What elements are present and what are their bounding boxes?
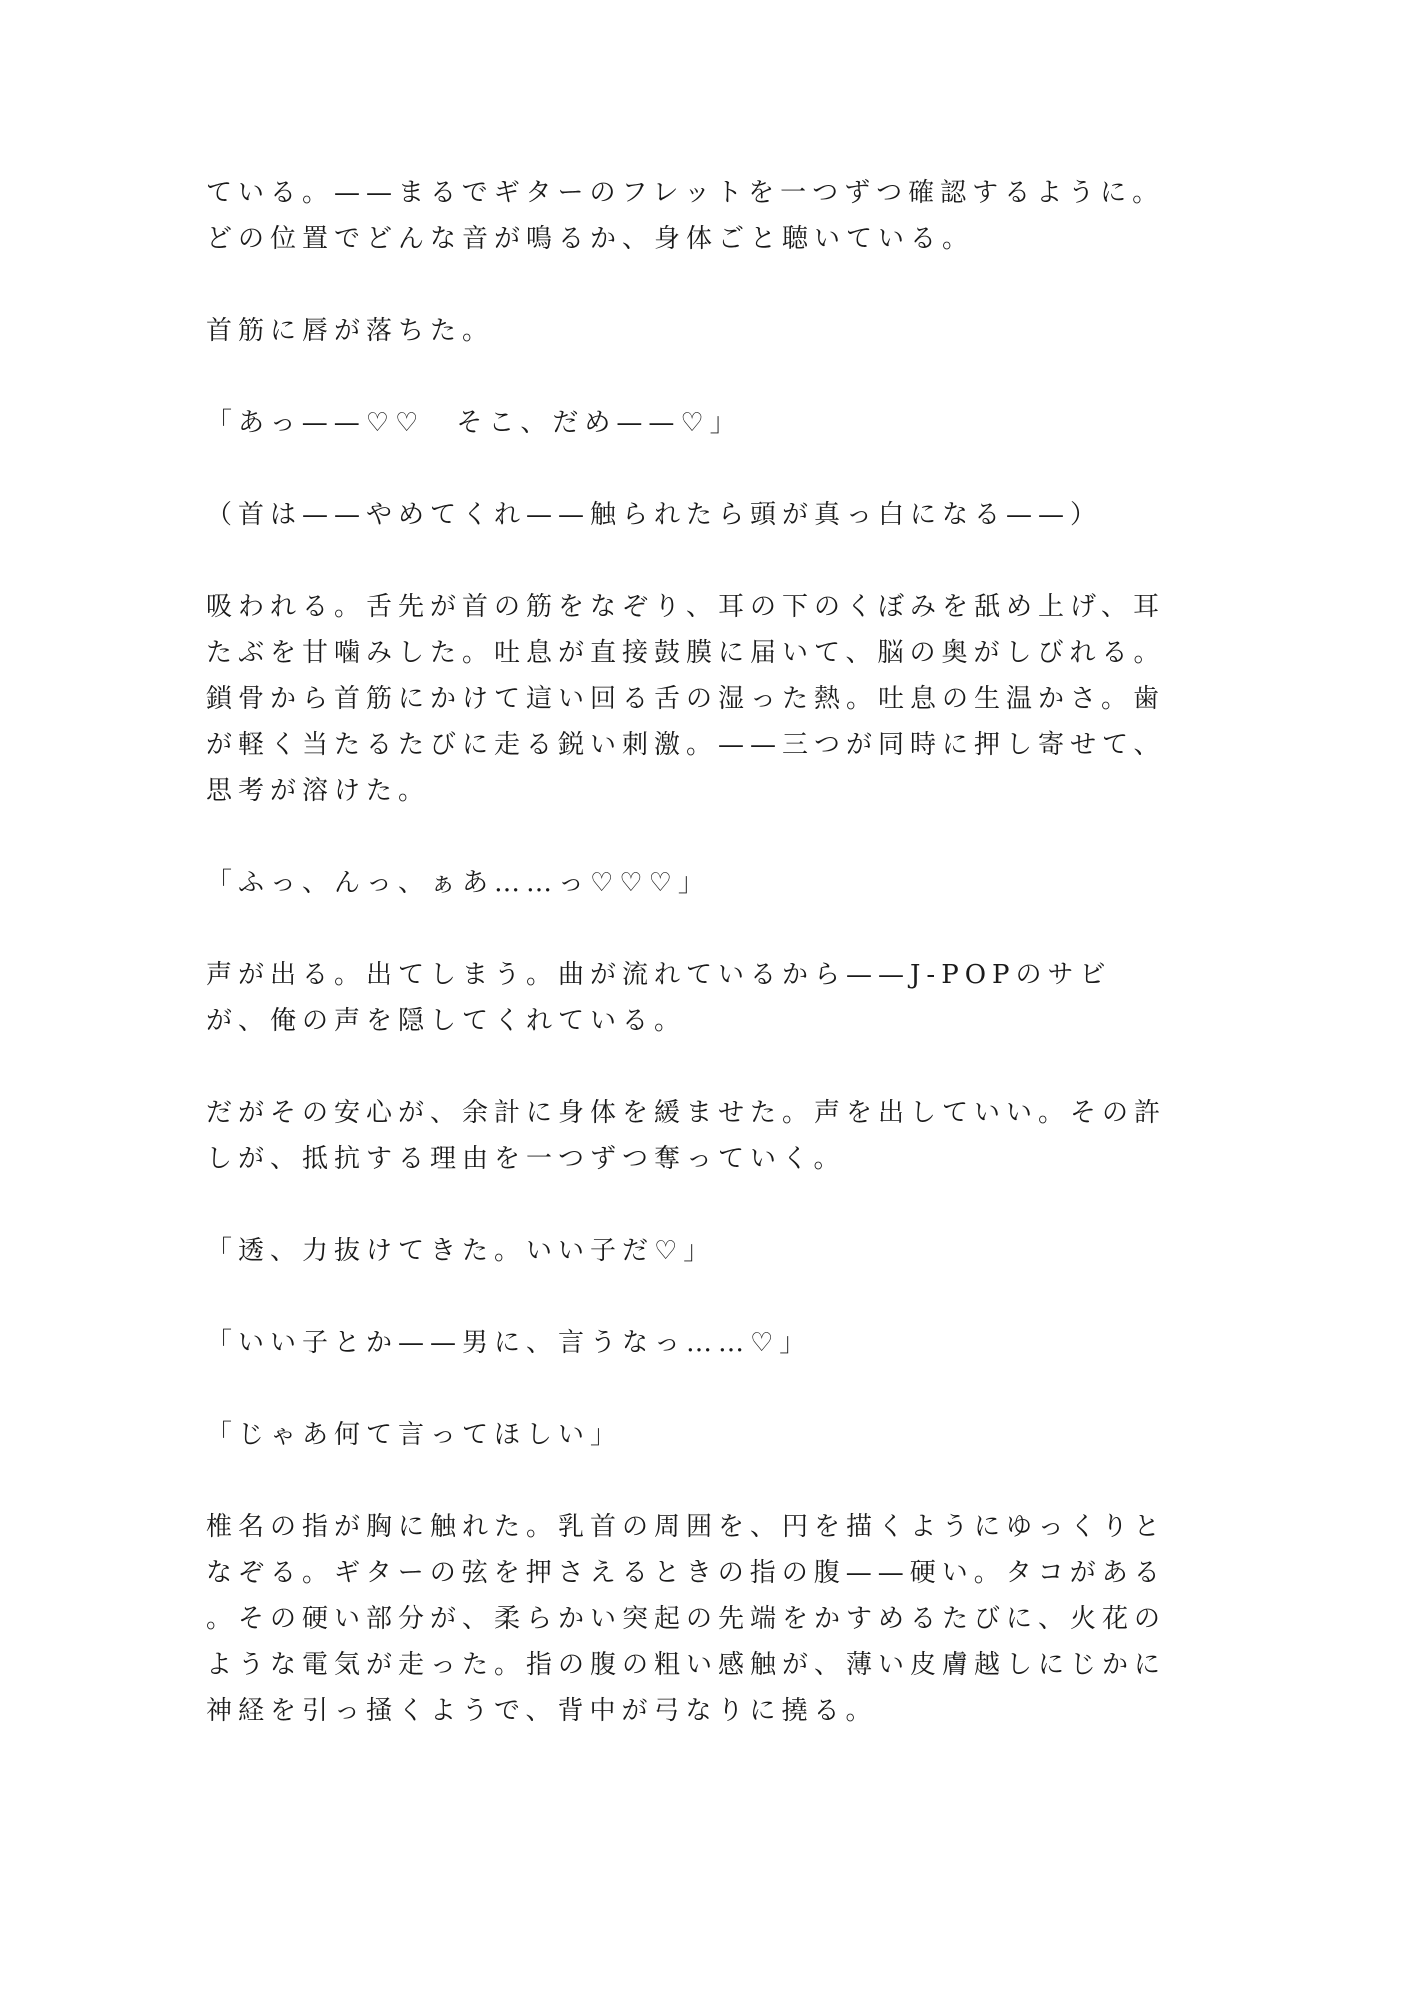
text-line: 「あっ——♡♡ そこ、だめ——♡」 (206, 408, 742, 438)
text-line: なぞる。ギターの弦を押さえるときの指の腹——硬い。タコがある (206, 1558, 1166, 1588)
blank-line (206, 446, 1206, 492)
blank-line (206, 538, 1206, 584)
blank-line (206, 354, 1206, 400)
text-line: 椎名の指が胸に触れた。乳首の周囲を、円を描くようにゆっくりと (206, 1512, 1166, 1542)
text-line: ような電気が走った。指の腹の粗い感触が、薄い皮膚越しにじかに (206, 1650, 1167, 1680)
blank-line (206, 1044, 1206, 1090)
text-line: たぶを甘噛みした。吐息が直接鼓膜に届いて、脳の奥がしびれる。 (206, 638, 1166, 668)
text-line: 。その硬い部分が、柔らかい突起の先端をかすめるたびに、火花の (206, 1604, 1167, 1634)
blank-line (206, 1274, 1206, 1320)
text-line: しが、抵抗する理由を一つずつ奪っていく。 (206, 1144, 846, 1174)
text-line: 神経を引っ掻くようで、背中が弓なりに撓る。 (206, 1696, 878, 1726)
text-line: が、俺の声を隠してくれている。 (206, 1006, 687, 1036)
text-line: 「いい子とか——男に、言うなっ……♡」 (206, 1328, 812, 1358)
text-line: 首筋に唇が落ちた。 (206, 316, 495, 346)
text-line: 吸われる。舌先が首の筋をなぞり、耳の下のくぼみを舐め上げ、耳 (206, 592, 1165, 622)
text-line: 「透、力抜けてきた。いい子だ♡」 (206, 1236, 716, 1266)
blank-line (206, 262, 1206, 308)
text-line: （首は——やめてくれ——触られたら頭が真っ白になる——） (206, 500, 1103, 530)
text-line: 「じゃあ何て言ってほしい」 (206, 1420, 623, 1450)
text-line: どの位置でどんな音が鳴るか、身体ごと聴いている。 (206, 224, 975, 254)
text-line: 声が出る。出てしまう。曲が流れているから——J-POPのサビ (206, 960, 1112, 990)
text-line: 思考が溶けた。 (206, 776, 431, 806)
text-line: 鎖骨から首筋にかけて這い回る舌の湿った熱。吐息の生温かさ。歯 (206, 684, 1165, 714)
blank-line (206, 1458, 1206, 1504)
blank-line (206, 1182, 1206, 1228)
text-line: ている。——まるでギターのフレットを一つずつ確認するように。 (206, 178, 1165, 208)
text-line: が軽く当たるたびに走る鋭い刺激。——三つが同時に押し寄せて、 (206, 730, 1166, 760)
blank-line (206, 814, 1206, 860)
text-line: 「ふっ、んっ、ぁあ……っ♡♡♡」 (206, 868, 710, 898)
body-text (206, 170, 1206, 1734)
blank-line (206, 1366, 1206, 1412)
blank-line (206, 906, 1206, 952)
text-line: だがその安心が、余計に身体を緩ませた。声を出していい。その許 (206, 1098, 1167, 1128)
